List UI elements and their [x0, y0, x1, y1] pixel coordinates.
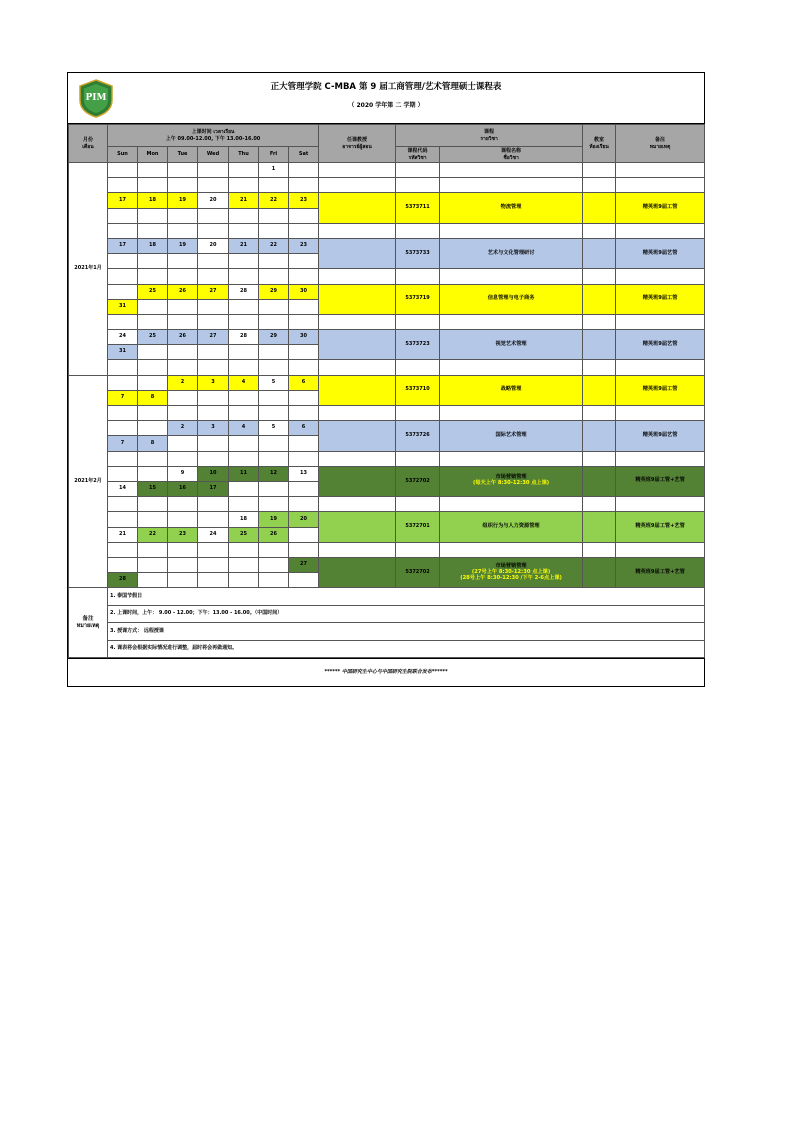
day-mon: Mon: [138, 147, 168, 163]
course-name: 艺术与文化管理研讨: [440, 238, 583, 268]
course-remark: 精英班9届艺管: [616, 238, 705, 268]
date-cell: 27: [289, 557, 319, 572]
note-item: 4. 课表将会根据实际情况进行调整，届时将会再做通知。: [108, 640, 705, 658]
table-row: [69, 451, 705, 466]
table-row: [69, 360, 705, 375]
date-cell: 19: [259, 512, 289, 527]
teacher-cell: [319, 330, 396, 360]
empty-cell: [440, 163, 583, 178]
schedule-sheet: [67, 72, 705, 687]
notes-label: 备注 หมายเหตุ: [69, 588, 108, 658]
table-row: [69, 330, 705, 345]
course-remark: 精英班9届工管+艺管: [616, 512, 705, 542]
schedule-header: [68, 73, 704, 124]
date-cell: 23: [289, 238, 319, 253]
date-cell: 7: [108, 436, 138, 451]
table-row: [69, 421, 705, 436]
date-cell: 22: [138, 527, 168, 542]
table-row: [69, 163, 705, 178]
date-cell: [138, 466, 168, 481]
course-code: 5373723: [396, 330, 440, 360]
date-cell: [168, 512, 198, 527]
date-cell: 8: [138, 390, 168, 405]
date-cell: 27: [198, 284, 229, 299]
date-cell: 3: [198, 375, 229, 390]
course-code: 5373710: [396, 375, 440, 405]
date-cell: [108, 421, 138, 436]
date-cell: 5: [259, 375, 289, 390]
date-cell: 26: [168, 284, 198, 299]
teacher-cell: [319, 512, 396, 542]
table-row: [69, 314, 705, 329]
course-name: 视觉艺术管理: [440, 330, 583, 360]
room-cell: [583, 375, 616, 405]
date-cell: [168, 163, 198, 178]
course-remark: 精英班9届工管+艺管: [616, 557, 705, 587]
room-cell: [583, 421, 616, 451]
course-name: 市场营销管理 (每天上午 8:30-12:30 点上课): [440, 466, 583, 496]
teacher-cell: [319, 238, 396, 268]
course-name: 组织行为与人力资源管理: [440, 512, 583, 542]
empty-cell: [583, 163, 616, 178]
date-cell: 10: [198, 466, 229, 481]
note-item: 2. 上课时间，上午： 9.00 - 12.00；下午：13.00 - 16.00。（中国时间）: [108, 605, 705, 623]
date-cell: 24: [198, 527, 229, 542]
day-fri: Fri: [259, 147, 289, 163]
day-tue: Tue: [168, 147, 198, 163]
day-thu: Thu: [229, 147, 259, 163]
date-cell: 6: [289, 421, 319, 436]
date-cell: 19: [168, 193, 198, 208]
date-cell: [138, 163, 168, 178]
course-remark: 精英班9届艺管: [616, 421, 705, 451]
course-name: 市场营销管理 (27号上午 8:30-12:30 点上课) (28号上午 8:30-12:30 /下午 2-6点上课): [440, 557, 583, 587]
date-cell: 18: [138, 238, 168, 253]
course-remark: 精英班9届工管: [616, 284, 705, 314]
date-cell: 2: [168, 375, 198, 390]
date-cell: 4: [229, 421, 259, 436]
date-cell: [108, 375, 138, 390]
date-cell: 21: [229, 238, 259, 253]
col-course: 课程 รายวิชา: [396, 125, 583, 147]
room-cell: [583, 238, 616, 268]
date-cell: 20: [289, 512, 319, 527]
course-remark: 精英班9届艺管: [616, 330, 705, 360]
date-cell: 21: [108, 527, 138, 542]
course-remark: 精英班9届工管: [616, 193, 705, 223]
table-row: [69, 193, 705, 208]
date-cell: 30: [289, 284, 319, 299]
col-name: 课程名称 ชื่อวิชา: [440, 147, 583, 163]
teacher-cell: [319, 557, 396, 587]
date-cell: [198, 512, 229, 527]
date-cell: 26: [259, 527, 289, 542]
date-cell: 5: [259, 421, 289, 436]
date-cell: 28: [229, 284, 259, 299]
note-item: 1. 泰国节假日: [108, 588, 705, 606]
course-code: 5372702: [396, 557, 440, 587]
page-title: 正大管理学院 C-MBA 第 9 届工商管理/艺术管理硕士课程表: [270, 82, 502, 92]
date-cell: 24: [108, 330, 138, 345]
date-cell: 1: [259, 163, 289, 178]
course-code: 5373726: [396, 421, 440, 451]
date-cell: 16: [168, 481, 198, 496]
date-cell: [289, 527, 319, 542]
date-cell: 20: [198, 238, 229, 253]
date-cell: 25: [138, 284, 168, 299]
notes-row: [69, 588, 705, 606]
col-remark: 备注 หมายเหตุ: [616, 125, 705, 163]
date-cell: 17: [108, 238, 138, 253]
course-name: 物流管理: [440, 193, 583, 223]
date-cell: [289, 163, 319, 178]
table-row: [69, 557, 705, 572]
date-cell: 22: [259, 238, 289, 253]
notes-row: [69, 605, 705, 623]
date-cell: 27: [198, 330, 229, 345]
date-cell: 22: [259, 193, 289, 208]
col-time: 上课时间 เวลาเรียน 上午 09.00-12.00, 下午 13.00-16.00: [108, 125, 319, 147]
day-wed: Wed: [198, 147, 229, 163]
notes-row: [69, 640, 705, 658]
course-code: 5372701: [396, 512, 440, 542]
table-row: [69, 178, 705, 193]
footer-note: ****** 中国研究生中心与中国研究生院联合发布******: [68, 658, 704, 686]
col-month: 月份 เดือน: [69, 125, 108, 163]
date-cell: 30: [289, 330, 319, 345]
date-cell: 18: [138, 193, 168, 208]
date-cell: 18: [229, 512, 259, 527]
table-row: [69, 466, 705, 481]
date-cell: 8: [138, 436, 168, 451]
date-cell: [108, 466, 138, 481]
date-cell: 28: [229, 330, 259, 345]
table-row: [69, 512, 705, 527]
date-cell: 28: [108, 573, 138, 588]
month-cell-jan: 2021年1月: [69, 163, 108, 376]
teacher-cell: [319, 375, 396, 405]
date-cell: [229, 163, 259, 178]
date-cell: 14: [108, 481, 138, 496]
room-cell: [583, 330, 616, 360]
empty-cell: [319, 163, 396, 178]
course-code: 5373719: [396, 284, 440, 314]
date-cell: 2: [168, 421, 198, 436]
table-row: [69, 497, 705, 512]
table-row: [69, 269, 705, 284]
date-cell: 17: [108, 193, 138, 208]
teacher-cell: [319, 466, 396, 496]
date-cell: 3: [198, 421, 229, 436]
logo-text: PIM: [85, 93, 107, 103]
room-cell: [583, 466, 616, 496]
room-cell: [583, 557, 616, 587]
page-subtitle: （ 2020 学年第 二 学期 ）: [348, 102, 424, 109]
room-cell: [583, 284, 616, 314]
day-sat: Sat: [289, 147, 319, 163]
teacher-cell: [319, 421, 396, 451]
table-row: [69, 223, 705, 238]
table-row: [69, 406, 705, 421]
date-cell: 29: [259, 284, 289, 299]
room-cell: [583, 193, 616, 223]
course-name: 战略管理: [440, 375, 583, 405]
date-cell: 21: [229, 193, 259, 208]
date-cell: 7: [108, 390, 138, 405]
date-cell: 25: [229, 527, 259, 542]
date-cell: 6: [289, 375, 319, 390]
date-cell: 12: [259, 466, 289, 481]
date-cell: [108, 163, 138, 178]
notes-row: [69, 623, 705, 641]
month-cell-feb: 2021年2月: [69, 375, 108, 588]
header-row: [69, 125, 705, 147]
date-cell: 31: [108, 299, 138, 314]
course-name: 国际艺术管理: [440, 421, 583, 451]
date-cell: 23: [289, 193, 319, 208]
note-item: 3. 授课方式： 远程授课: [108, 623, 705, 641]
date-cell: [138, 512, 168, 527]
teacher-cell: [319, 284, 396, 314]
date-cell: 19: [168, 238, 198, 253]
course-code: 5373711: [396, 193, 440, 223]
course-code: 5373733: [396, 238, 440, 268]
col-code: 课程代码 รหัสวิชา: [396, 147, 440, 163]
date-cell: 11: [229, 466, 259, 481]
date-cell: 20: [198, 193, 229, 208]
course-remark: 精英班9届工管+艺管: [616, 466, 705, 496]
course-code: 5372702: [396, 466, 440, 496]
empty-cell: [396, 163, 440, 178]
date-cell: 4: [229, 375, 259, 390]
date-cell: 15: [138, 481, 168, 496]
schedule-table: [68, 124, 705, 658]
date-cell: 25: [138, 330, 168, 345]
date-cell: [108, 512, 138, 527]
date-cell: 26: [168, 330, 198, 345]
date-cell: 29: [259, 330, 289, 345]
date-cell: [108, 284, 138, 299]
date-cell: 17: [198, 481, 229, 496]
date-cell: 13: [289, 466, 319, 481]
empty-cell: [616, 163, 705, 178]
day-sun: Sun: [108, 147, 138, 163]
date-cell: 23: [168, 527, 198, 542]
date-cell: 9: [168, 466, 198, 481]
table-row: [69, 238, 705, 253]
date-cell: 31: [108, 345, 138, 360]
date-cell: [198, 163, 229, 178]
col-teacher: 任课教授 อาจารย์ผู้สอน: [319, 125, 396, 163]
table-row: [69, 542, 705, 557]
table-row: [69, 375, 705, 390]
course-remark: 精英班9届工管: [616, 375, 705, 405]
col-room: 教室 ห้องเรียน: [583, 125, 616, 163]
teacher-cell: [319, 193, 396, 223]
table-row: [69, 284, 705, 299]
date-cell: [138, 421, 168, 436]
date-cell: [138, 375, 168, 390]
course-name: 信息管理与电子商务: [440, 284, 583, 314]
room-cell: [583, 512, 616, 542]
